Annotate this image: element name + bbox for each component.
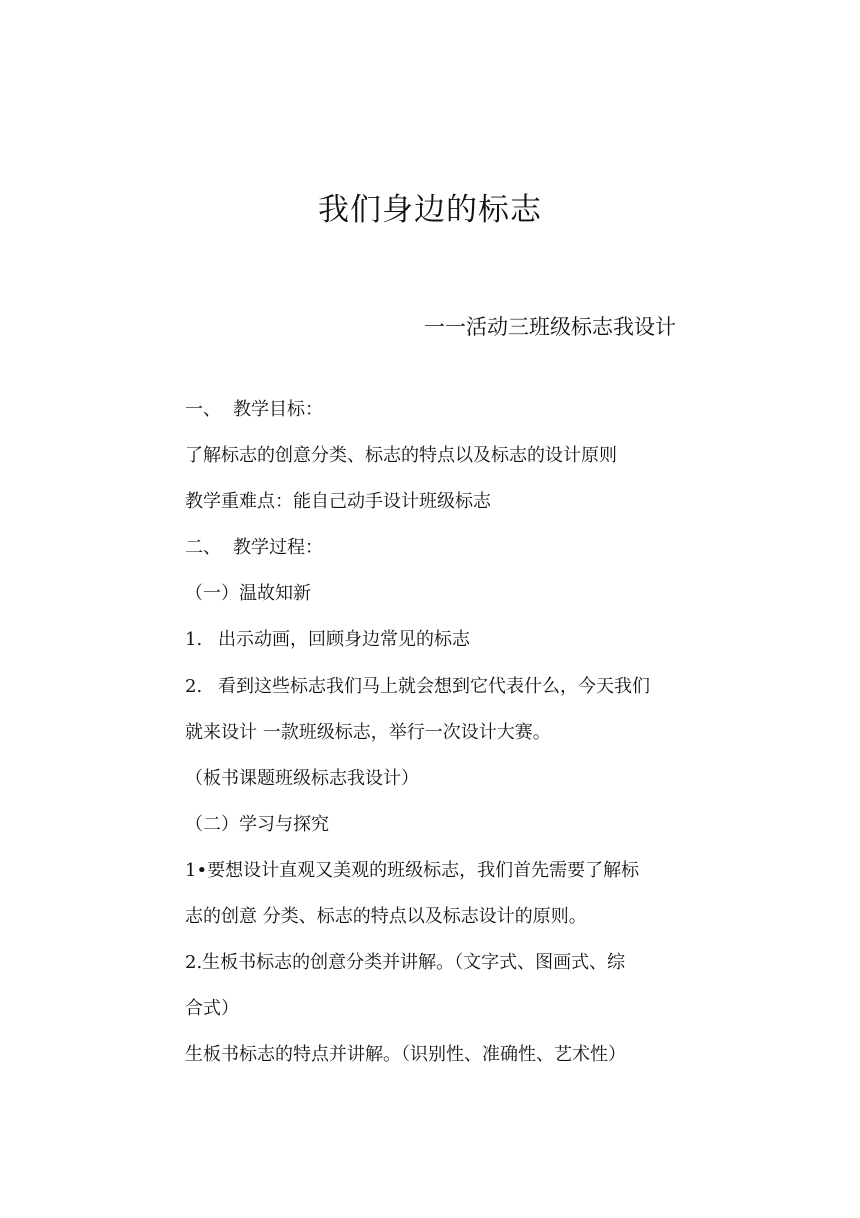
document-body (185, 393, 680, 1084)
paragraph-line: （板书课题班级标志我设计） (185, 767, 419, 789)
document-subtitle: 一一活动三班级标志我设计 (424, 315, 676, 339)
paragraph-line: 志的创意 分类、标志的特点以及标志设计的原则。 (185, 906, 587, 928)
list-item (185, 670, 680, 716)
section-number: 一、 (185, 399, 221, 420)
section-heading-text: 教学目标： (233, 399, 323, 420)
section-heading-process (185, 531, 680, 577)
list-item-text: 出示动画，回顾身边常见的标志 (218, 629, 470, 651)
list-item-number: 1. (185, 629, 203, 651)
subsection-heading: （二）学习与探究 (185, 813, 329, 835)
section-number: 二、 (185, 537, 221, 559)
list-item-text: 看到这些标志我们马上就会想到它代表什么，今天我们 (218, 675, 650, 697)
document-title: 我们身边的标志 (318, 192, 542, 228)
paragraph-line: 生板书标志的特点并讲解。（识别性、准确性、艺术性） (185, 1044, 626, 1066)
paragraph-line: 教学重难点：能自己动手设计班级标志 (185, 491, 491, 513)
paragraph-line: 合式） (185, 998, 239, 1020)
section-heading-objectives (185, 393, 680, 439)
section-heading-text: 教学过程： (233, 537, 323, 559)
paragraph-line: 了解标志的创意分类、标志的特点以及标志的设计原则 (185, 445, 617, 467)
list-item (185, 623, 680, 669)
paragraph-line: 就来设计 一款班级标志，举行一次设计大赛。 (185, 721, 551, 743)
paragraph-line: 2.生板书标志的创意分类并讲解。（文字式、图画式、综 (185, 952, 626, 974)
list-item-number: 2. (185, 675, 203, 697)
paragraph-line: 1•要想设计直观又美观的班级标志，我们首先需要了解标 (185, 859, 640, 881)
subsection-heading: （一）温故知新 (185, 583, 311, 605)
